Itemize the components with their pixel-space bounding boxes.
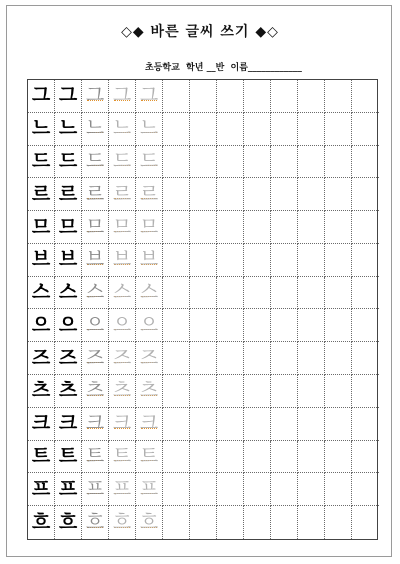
blank-writing-cell[interactable] (163, 244, 190, 277)
example-syllable: 으 (28, 309, 55, 342)
blank-writing-cell[interactable] (352, 506, 379, 539)
blank-writing-cell[interactable] (298, 309, 325, 342)
blank-writing-cell[interactable] (163, 506, 190, 539)
blank-writing-cell[interactable] (190, 80, 217, 113)
blank-writing-cell[interactable] (325, 211, 352, 244)
worksheet-title: ◇◆ 바른 글씨 쓰기 ◆◇ (121, 24, 279, 40)
blank-writing-cell[interactable] (298, 506, 325, 539)
blank-writing-cell[interactable] (298, 473, 325, 506)
blank-writing-cell[interactable] (352, 342, 379, 375)
tracing-syllable: 느 (109, 113, 136, 146)
blank-writing-cell[interactable] (271, 408, 298, 441)
blank-writing-cell[interactable] (271, 113, 298, 146)
blank-writing-cell[interactable] (163, 441, 190, 474)
blank-writing-cell[interactable] (271, 211, 298, 244)
example-syllable: 즈 (55, 342, 82, 375)
tracing-syllable: 느 (82, 113, 109, 146)
tracing-syllable: 츠 (136, 375, 163, 408)
tracing-syllable: 드 (82, 146, 109, 179)
blank-writing-cell[interactable] (244, 146, 271, 179)
blank-writing-cell[interactable] (217, 408, 244, 441)
blank-writing-cell[interactable] (190, 178, 217, 211)
blank-writing-cell[interactable] (217, 277, 244, 310)
example-syllable: 트 (55, 441, 82, 474)
example-syllable: 흐 (55, 506, 82, 539)
blank-writing-cell[interactable] (271, 146, 298, 179)
tracing-syllable: 즈 (136, 342, 163, 375)
blank-writing-cell[interactable] (163, 178, 190, 211)
blank-writing-cell[interactable] (271, 441, 298, 474)
blank-writing-cell[interactable] (217, 506, 244, 539)
example-syllable: 츠 (55, 375, 82, 408)
blank-writing-cell[interactable] (217, 375, 244, 408)
blank-writing-cell[interactable] (217, 309, 244, 342)
blank-writing-cell[interactable] (271, 277, 298, 310)
blank-writing-cell[interactable] (352, 211, 379, 244)
blank-writing-cell[interactable] (163, 473, 190, 506)
blank-writing-cell[interactable] (190, 408, 217, 441)
example-syllable: 그 (28, 80, 55, 113)
blank-writing-cell[interactable] (298, 441, 325, 474)
blank-writing-cell[interactable] (352, 80, 379, 113)
example-syllable: 즈 (28, 342, 55, 375)
example-syllable: 므 (28, 211, 55, 244)
example-syllable: 그 (55, 80, 82, 113)
example-syllable: 르 (28, 178, 55, 211)
blank-writing-cell[interactable] (217, 80, 244, 113)
example-syllable: 드 (55, 146, 82, 179)
student-info-line: 초등학교 학년 __반 이름____________ (145, 63, 302, 73)
blank-writing-cell[interactable] (298, 277, 325, 310)
blank-writing-cell[interactable] (325, 441, 352, 474)
blank-writing-cell[interactable] (163, 277, 190, 310)
tracing-syllable: 브 (136, 244, 163, 277)
tracing-syllable: 프 (136, 473, 163, 506)
blank-writing-cell[interactable] (163, 113, 190, 146)
example-syllable: 느 (55, 113, 82, 146)
tracing-syllable: 프 (82, 473, 109, 506)
tracing-syllable: 츠 (109, 375, 136, 408)
blank-writing-cell[interactable] (244, 441, 271, 474)
tracing-syllable: 즈 (109, 342, 136, 375)
blank-writing-cell[interactable] (352, 113, 379, 146)
tracing-syllable: 트 (109, 441, 136, 474)
blank-writing-cell[interactable] (163, 146, 190, 179)
tracing-syllable: 느 (136, 113, 163, 146)
example-syllable: 프 (55, 473, 82, 506)
tracing-syllable: 스 (136, 277, 163, 310)
blank-writing-cell[interactable] (190, 146, 217, 179)
blank-writing-cell[interactable] (352, 309, 379, 342)
tracing-syllable: 그 (109, 80, 136, 113)
blank-writing-cell[interactable] (217, 473, 244, 506)
blank-writing-cell[interactable] (298, 408, 325, 441)
blank-writing-cell[interactable] (190, 506, 217, 539)
blank-writing-cell[interactable] (325, 506, 352, 539)
blank-writing-cell[interactable] (244, 211, 271, 244)
tracing-syllable: 흐 (82, 506, 109, 539)
tracing-syllable: 그 (82, 80, 109, 113)
blank-writing-cell[interactable] (298, 146, 325, 179)
blank-writing-cell[interactable] (298, 178, 325, 211)
blank-writing-cell[interactable] (325, 342, 352, 375)
blank-writing-cell[interactable] (244, 309, 271, 342)
blank-writing-cell[interactable] (190, 342, 217, 375)
blank-writing-cell[interactable] (298, 342, 325, 375)
example-syllable: 프 (28, 473, 55, 506)
tracing-syllable: 브 (82, 244, 109, 277)
blank-writing-cell[interactable] (271, 309, 298, 342)
blank-writing-cell[interactable] (325, 178, 352, 211)
blank-writing-cell[interactable] (352, 178, 379, 211)
tracing-syllable: 스 (82, 277, 109, 310)
blank-writing-cell[interactable] (190, 113, 217, 146)
example-syllable: 크 (55, 408, 82, 441)
blank-writing-cell[interactable] (217, 178, 244, 211)
tracing-syllable: 드 (136, 146, 163, 179)
blank-writing-cell[interactable] (217, 441, 244, 474)
tracing-syllable: 스 (109, 277, 136, 310)
blank-writing-cell[interactable] (190, 309, 217, 342)
blank-writing-cell[interactable] (217, 211, 244, 244)
blank-writing-cell[interactable] (190, 277, 217, 310)
blank-writing-cell[interactable] (244, 277, 271, 310)
blank-writing-cell[interactable] (217, 113, 244, 146)
blank-writing-cell[interactable] (325, 408, 352, 441)
tracing-syllable: 으 (82, 309, 109, 342)
blank-writing-cell[interactable] (352, 277, 379, 310)
tracing-syllable: 즈 (82, 342, 109, 375)
blank-writing-cell[interactable] (325, 309, 352, 342)
blank-writing-cell[interactable] (298, 375, 325, 408)
blank-writing-cell[interactable] (244, 473, 271, 506)
tracing-syllable: 므 (136, 211, 163, 244)
blank-writing-cell[interactable] (271, 473, 298, 506)
blank-writing-cell[interactable] (244, 506, 271, 539)
tracing-syllable: 흐 (109, 506, 136, 539)
example-syllable: 브 (55, 244, 82, 277)
tracing-syllable: 츠 (82, 375, 109, 408)
blank-writing-cell[interactable] (352, 244, 379, 277)
tracing-syllable: 흐 (136, 506, 163, 539)
example-syllable: 브 (28, 244, 55, 277)
blank-writing-cell[interactable] (271, 342, 298, 375)
example-syllable: 스 (28, 277, 55, 310)
example-syllable: 느 (28, 113, 55, 146)
blank-writing-cell[interactable] (325, 113, 352, 146)
blank-writing-cell[interactable] (217, 244, 244, 277)
blank-writing-cell[interactable] (271, 506, 298, 539)
blank-writing-cell[interactable] (163, 309, 190, 342)
blank-writing-cell[interactable] (352, 375, 379, 408)
example-syllable: 스 (55, 277, 82, 310)
example-syllable: 크 (28, 408, 55, 441)
blank-writing-cell[interactable] (298, 80, 325, 113)
blank-writing-cell[interactable] (325, 375, 352, 408)
example-syllable: 르 (55, 178, 82, 211)
blank-writing-cell[interactable] (163, 211, 190, 244)
tracing-syllable: 그 (136, 80, 163, 113)
blank-writing-cell[interactable] (163, 80, 190, 113)
example-syllable: 츠 (28, 375, 55, 408)
tracing-syllable: 트 (82, 441, 109, 474)
blank-writing-cell[interactable] (325, 146, 352, 179)
blank-writing-cell[interactable] (271, 244, 298, 277)
blank-writing-cell[interactable] (325, 80, 352, 113)
tracing-syllable: 크 (136, 408, 163, 441)
tracing-syllable: 크 (109, 408, 136, 441)
blank-writing-cell[interactable] (298, 211, 325, 244)
blank-writing-cell[interactable] (163, 375, 190, 408)
blank-writing-cell[interactable] (190, 375, 217, 408)
blank-writing-cell[interactable] (163, 408, 190, 441)
blank-writing-cell[interactable] (271, 178, 298, 211)
blank-writing-cell[interactable] (352, 473, 379, 506)
blank-writing-cell[interactable] (163, 342, 190, 375)
tracing-syllable: 므 (82, 211, 109, 244)
example-syllable: 트 (28, 441, 55, 474)
blank-writing-cell[interactable] (244, 113, 271, 146)
blank-writing-cell[interactable] (217, 342, 244, 375)
tracing-syllable: 르 (136, 178, 163, 211)
tracing-syllable: 르 (82, 178, 109, 211)
tracing-syllable: 드 (109, 146, 136, 179)
tracing-syllable: 프 (109, 473, 136, 506)
blank-writing-cell[interactable] (244, 244, 271, 277)
blank-writing-cell[interactable] (325, 473, 352, 506)
blank-writing-cell[interactable] (298, 244, 325, 277)
blank-writing-cell[interactable] (244, 178, 271, 211)
tracing-syllable: 트 (136, 441, 163, 474)
blank-writing-cell[interactable] (244, 342, 271, 375)
blank-writing-cell[interactable] (244, 80, 271, 113)
blank-writing-cell[interactable] (352, 408, 379, 441)
blank-writing-cell[interactable] (298, 113, 325, 146)
tracing-syllable: 므 (109, 211, 136, 244)
blank-writing-cell[interactable] (217, 146, 244, 179)
example-syllable: 드 (28, 146, 55, 179)
example-syllable: 므 (55, 211, 82, 244)
blank-writing-cell[interactable] (244, 408, 271, 441)
example-syllable: 흐 (28, 506, 55, 539)
blank-writing-cell[interactable] (190, 211, 217, 244)
tracing-syllable: 으 (136, 309, 163, 342)
example-syllable: 으 (55, 309, 82, 342)
blank-writing-cell[interactable] (325, 277, 352, 310)
tracing-syllable: 으 (109, 309, 136, 342)
blank-writing-cell[interactable] (190, 441, 217, 474)
blank-writing-cell[interactable] (271, 80, 298, 113)
blank-writing-cell[interactable] (352, 146, 379, 179)
blank-writing-cell[interactable] (352, 441, 379, 474)
tracing-syllable: 크 (82, 408, 109, 441)
tracing-syllable: 르 (109, 178, 136, 211)
blank-writing-cell[interactable] (190, 473, 217, 506)
tracing-syllable: 브 (109, 244, 136, 277)
blank-writing-cell[interactable] (190, 244, 217, 277)
blank-writing-cell[interactable] (325, 244, 352, 277)
blank-writing-cell[interactable] (244, 375, 271, 408)
blank-writing-cell[interactable] (271, 375, 298, 408)
practice-grid (27, 79, 378, 540)
